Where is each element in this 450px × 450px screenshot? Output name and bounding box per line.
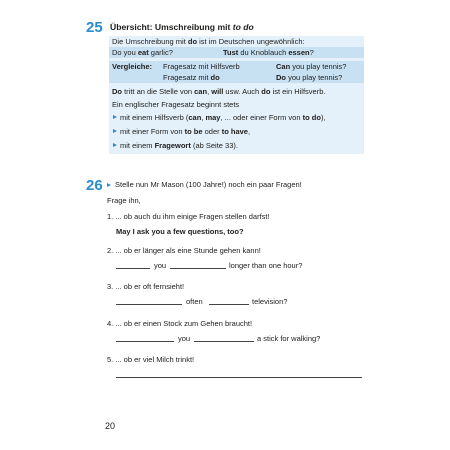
intro-text: Die Umschreibung mit do ist im Deutschen ungewöhnlich: — [112, 37, 305, 46]
compare-row-2-label: Fragesatz mit do — [163, 73, 220, 82]
compare-row-2-english: Do you play tennis? — [276, 73, 343, 82]
answer-blank[interactable] — [209, 304, 249, 305]
answer-blank[interactable] — [194, 341, 254, 342]
answer-blank[interactable] — [116, 268, 150, 269]
bullet-2: mit einer Form von to be oder to have, — [120, 127, 251, 136]
compare-label: Vergleiche: — [112, 62, 153, 71]
bullet-triangle-icon — [113, 143, 117, 147]
answer-blank[interactable] — [116, 304, 182, 305]
rule-text: Do tritt an die Stelle von can, will usw. Auch do ist ein Hilfsverb. — [112, 87, 326, 96]
bullet-triangle-icon — [113, 129, 117, 133]
question-3-prompt: 3. ... ob er oft fernsieht! — [107, 282, 185, 291]
answer-line[interactable] — [116, 377, 362, 378]
question-2-prompt: 2. ... ob er länger als eine Stunde gehen kann! — [107, 246, 261, 255]
question-2-word-1: you — [154, 261, 167, 270]
bullet-triangle-icon — [113, 115, 117, 119]
section-25-number: 25 — [86, 19, 103, 36]
answer-blank[interactable] — [116, 341, 174, 342]
bullet-1: mit einem Hilfsverb (can, may, ... oder einer Form von to do), — [120, 113, 326, 122]
question-4-prompt: 4. ... ob er einen Stock zum Gehen braucht! — [107, 319, 253, 328]
instruction-triangle-icon — [107, 183, 111, 187]
question-2-word-2: longer than one hour? — [229, 261, 303, 270]
question-3-word-1: often — [186, 297, 203, 306]
section-25-title: Übersicht: Umschreibung mit to do — [110, 22, 254, 32]
question-1-answer: May I ask you a few questions, too? — [116, 227, 244, 236]
exercise-instruction: Stelle nun Mr Mason (100 Jahre!) noch ein paar Fragen! — [115, 180, 302, 189]
question-1-prompt: 1. ... ob auch du ihm einige Fragen stellen darfst! — [107, 212, 270, 221]
page-number: 20 — [105, 421, 116, 431]
example-german: Tust du Knoblauch essen? — [223, 48, 314, 57]
section-26-number: 26 — [86, 177, 103, 194]
bullet-3: mit einem Fragewort (ab Seite 33). — [120, 141, 238, 150]
question-4-word-1: you — [178, 334, 191, 343]
frage-ihn: Frage ihn, — [107, 196, 141, 205]
compare-row-1-label: Fragesatz mit Hilfsverb — [163, 62, 240, 71]
question-4-word-2: a stick for walking? — [257, 334, 321, 343]
example-english: Do you eat garlic? — [112, 48, 173, 57]
compare-row-1-english: Can you play tennis? — [276, 62, 347, 71]
question-3-word-2: television? — [252, 297, 288, 306]
question-5-prompt: 5. ... ob er viel Milch trinkt! — [107, 355, 195, 364]
question-intro: Ein englischer Fragesatz beginnt stets — [112, 100, 240, 109]
answer-blank[interactable] — [170, 268, 226, 269]
